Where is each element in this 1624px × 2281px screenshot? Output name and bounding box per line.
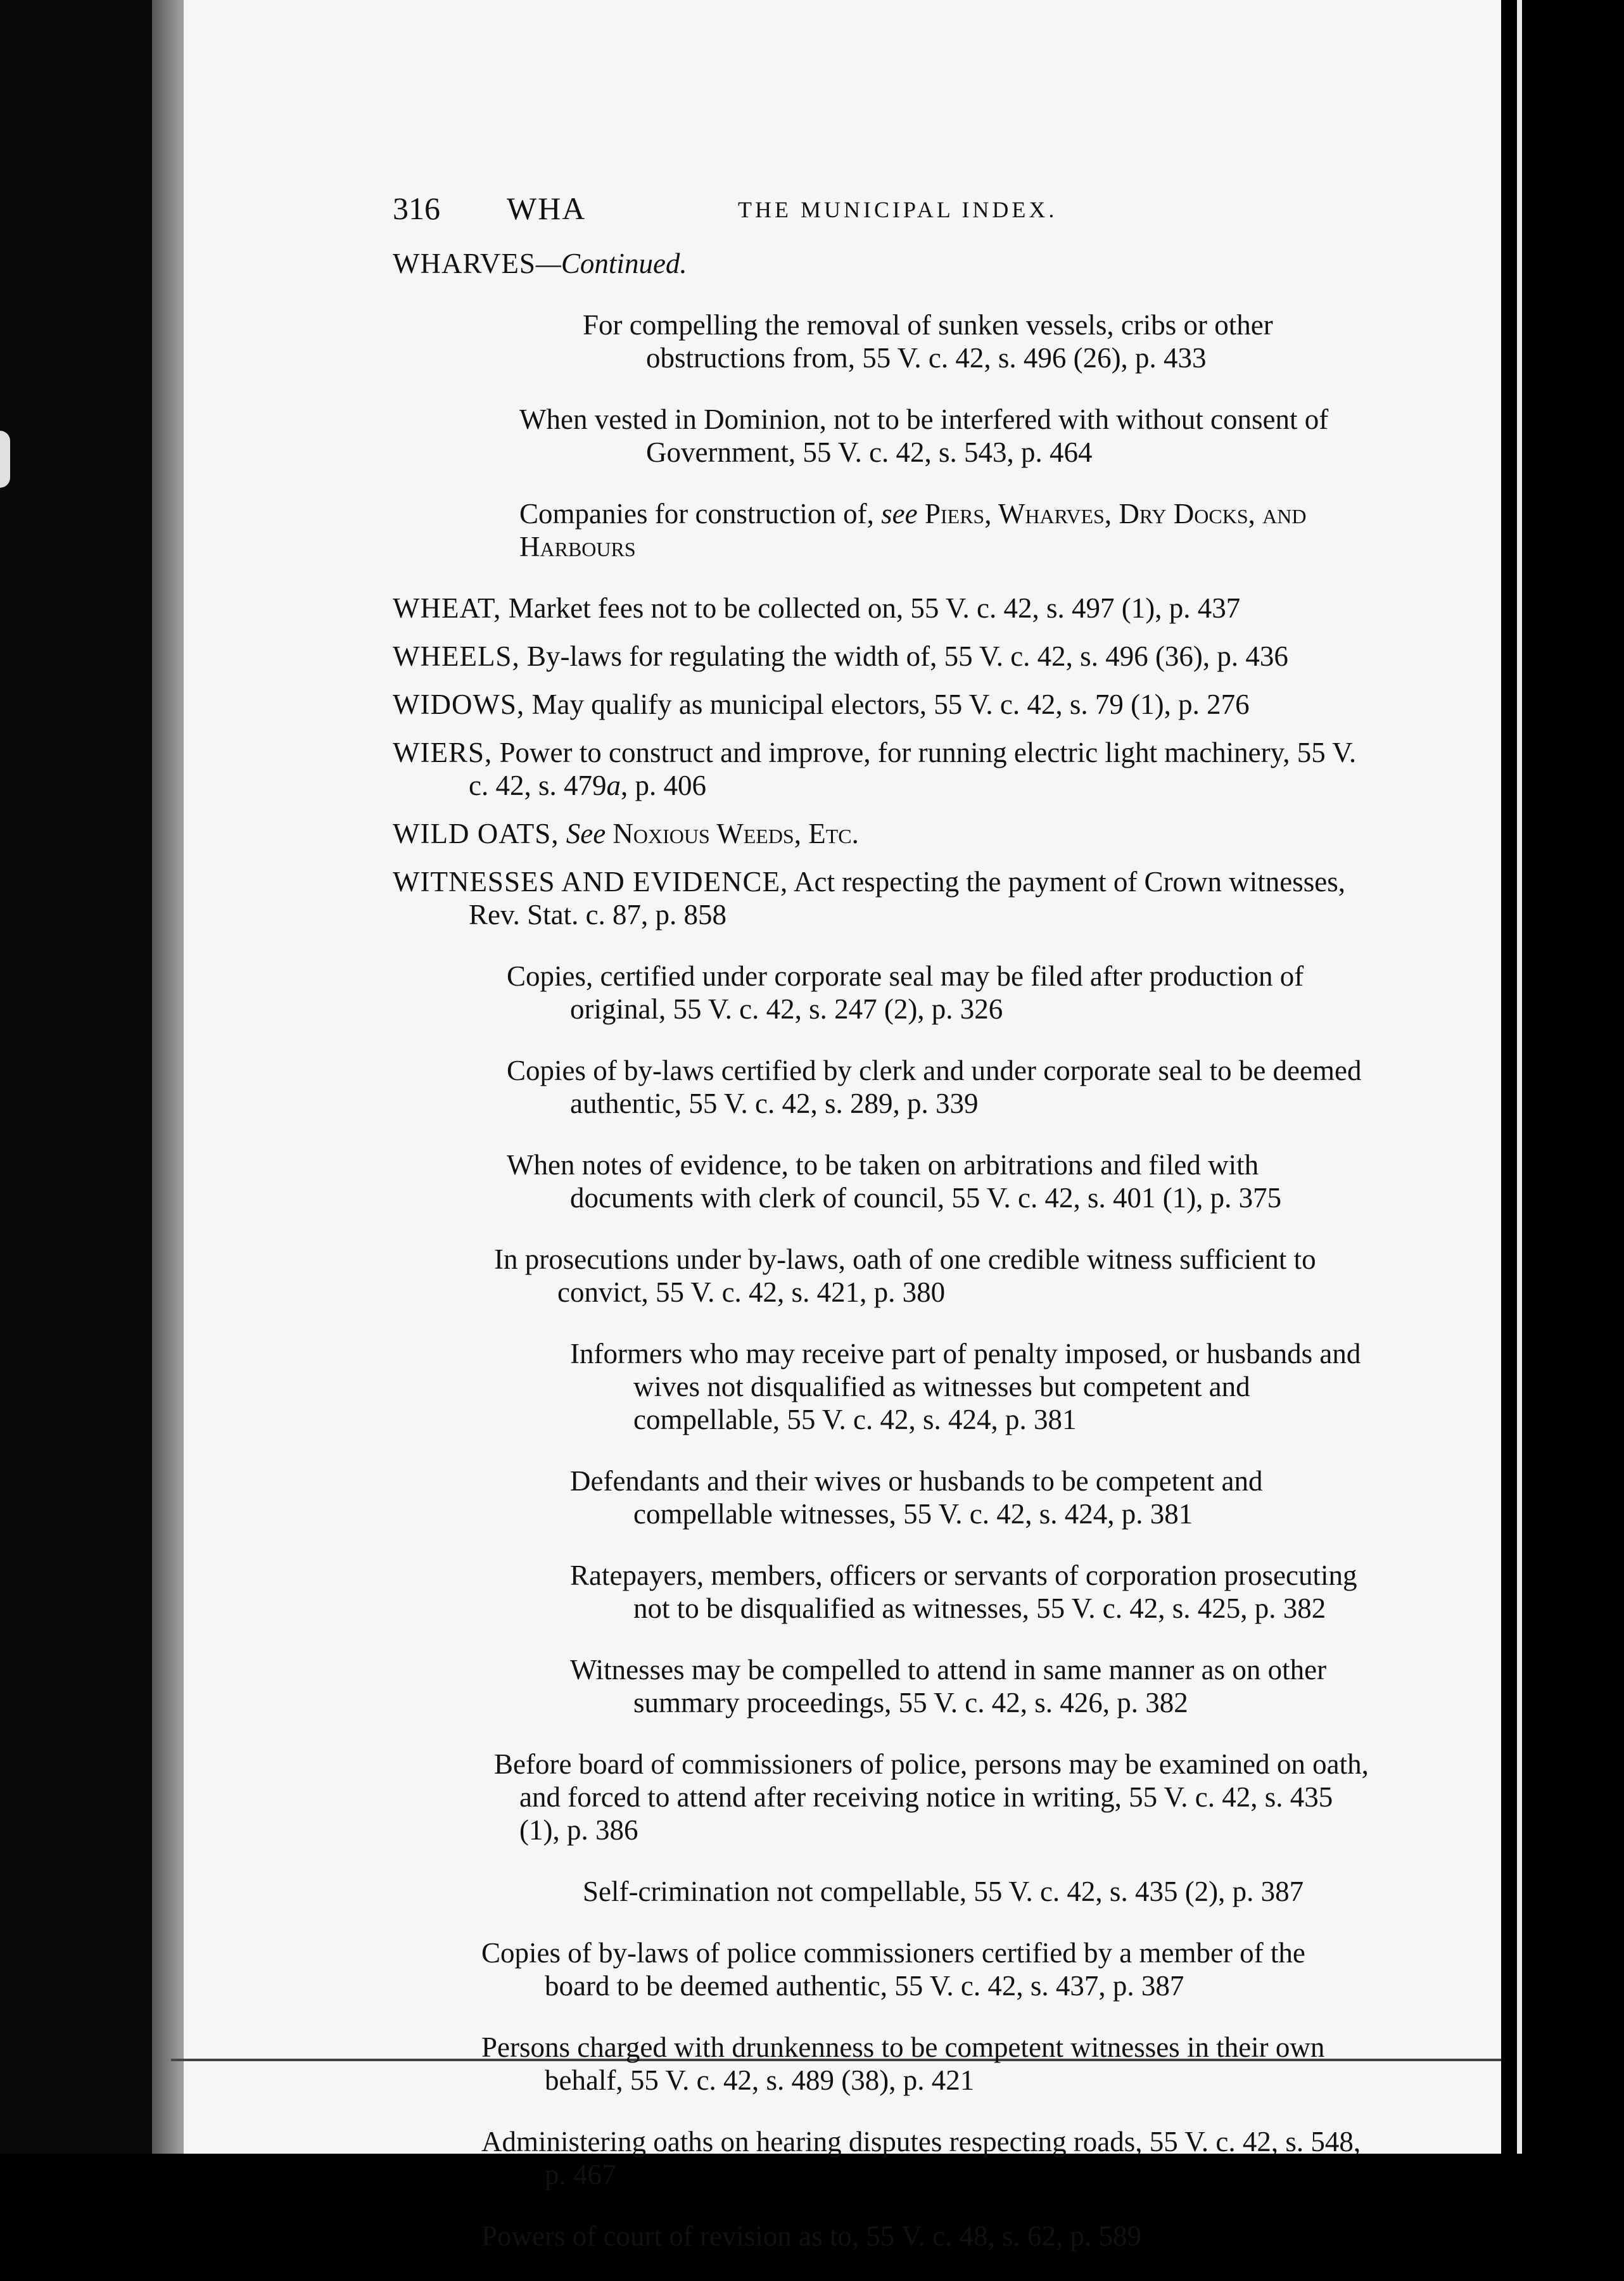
sub-sub-entry: Ratepayers, members, officers or servants of corporation prosecuting not to be disqualified as witnesses, 55 V. c. 42, s. 425, p. 382 xyxy=(570,1560,1357,1624)
next-page-edge xyxy=(1517,0,1522,2154)
index-entry-widows xyxy=(393,688,1371,721)
entry-heading: WIERS, xyxy=(393,737,493,768)
entry-heading: WILD OATS, xyxy=(393,818,559,849)
sub-entry: Copies of by-laws of police commissioners certified by a member of the board to be deemed authentic, 55 V. c. 42, s. 437, p. 387 xyxy=(481,1937,1305,2002)
running-title: THE MUNICIPAL INDEX. xyxy=(738,197,1058,222)
sub-entry: For compelling the removal of sunken vessels, cribs or other obstructions from, 55 V. c. 42, s. 496 (26), p. 433 xyxy=(583,309,1273,374)
entry-text: Act respecting the payment of Crown witnesses, Rev. Stat. c. 87, p. 858 xyxy=(469,866,1346,931)
scan-artifact xyxy=(0,431,10,488)
index-content xyxy=(393,247,1371,2281)
entry-text-end: , p. 406 xyxy=(621,770,706,801)
entry-text: Market fees not to be collected on, 55 V. c. 42, s. 497 (1), p. 437 xyxy=(508,592,1241,624)
section-suffix: a xyxy=(606,770,621,801)
sub-entry: Copies, certified under corporate seal may be filed after production of original, 55 V. c. 42, s. 247 (2), p. 326 xyxy=(507,960,1304,1025)
entry-text: May qualify as municipal electors, 55 V. c. 42, s. 79 (1), p. 276 xyxy=(531,689,1250,720)
sub-entry: Persons charged with drunkenness to be competent witnesses in their own behalf, 55 V. c. 42, s. 489 (38), p. 421 xyxy=(481,2031,1325,2096)
cross-reference: Noxious Weeds, Etc. xyxy=(612,818,859,849)
sub-entry: Copies of by-laws certified by clerk and under corporate seal to be deemed authentic, 55 V. c. 42, s. 289, p. 339 xyxy=(507,1055,1362,1119)
see-label: See xyxy=(566,818,606,849)
index-entry-wild-oats xyxy=(393,817,1371,850)
sub-entry: When notes of evidence, to be taken on arbitrations and filed with documents with clerk of council, 55 V. c. 42, s. 401 (1), p. 375 xyxy=(507,1149,1282,1214)
entry-text: Power to construct and improve, for running electric light machinery, 55 V. c. 42, s. 479 xyxy=(469,737,1357,801)
sub-entry-text: Companies for construction of, xyxy=(519,498,874,530)
entry-heading: WIDOWS, xyxy=(393,689,525,720)
see-label: see xyxy=(881,498,918,530)
index-entry-wheat xyxy=(393,592,1371,625)
entry-heading: WHARVES xyxy=(393,248,536,279)
entry-heading: WITNESSES AND EVIDENCE, xyxy=(393,866,789,898)
sub-entry: When vested in Dominion, not to be interfered with without consent of Government, 55 V. c. 42, s. 543, p. 464 xyxy=(519,403,1329,468)
entry-heading: WHEELS, xyxy=(393,640,520,672)
index-entry-wiers xyxy=(393,736,1371,802)
index-entry-witnesses xyxy=(393,865,1371,931)
sub-entry xyxy=(393,497,1371,563)
sub-entry: Before board of commissioners of police, persons may be examined on oath, and forced to attend after receiving notice in writing, 55 V. c. 42, s. 435 (1), p. 386 xyxy=(494,1748,1369,1846)
index-entry-wheels xyxy=(393,640,1371,673)
sub-sub-entry: Informers who may receive part of penalty imposed, or husbands and wives not disqualified as witnesses but competent and compellable, 55 V. c. 42, s. 424, p. 381 xyxy=(570,1338,1361,1435)
sub-entry: Administering oaths on hearing disputes respecting roads, 55 V. c. 42, s. 548, p. 467 xyxy=(481,2126,1361,2190)
entry-heading: WHEAT, xyxy=(393,592,502,624)
sub-sub-entry: Witnesses may be compelled to attend in same manner as on other summary proceedings, 55 V. c. 42, s. 426, p. 382 xyxy=(570,1654,1327,1719)
cross-reference: Piers, Wharves, Dry Docks, and Harbours xyxy=(519,498,1307,562)
sub-sub-entry: Self-crimination not compellable, 55 V. c. 42, s. 435 (2), p. 387 xyxy=(583,1876,1304,1907)
sub-entry: Powers of court of revision as to, 55 V. c. 48, s. 62, p. 589 xyxy=(481,2220,1142,2252)
page-number: 316 xyxy=(393,191,440,226)
continued-label: —Continued. xyxy=(535,248,687,279)
entry-text: By-laws for regulating the width of, 55 V. c. 42, s. 496 (36), p. 436 xyxy=(526,640,1288,672)
running-header xyxy=(393,190,1381,241)
key-word: WHA xyxy=(507,191,587,226)
sub-sub-entry: Defendants and their wives or husbands to be competent and compellable witnesses, 55 V. c. 42, s. 424, p. 381 xyxy=(570,1465,1263,1530)
index-entry-wharves xyxy=(393,247,1371,280)
sub-entry: In prosecutions under by-laws, oath of one credible witness sufficient to convict, 55 V. c. 42, s. 421, p. 380 xyxy=(494,1243,1316,1308)
scan-left-margin xyxy=(0,0,152,2154)
